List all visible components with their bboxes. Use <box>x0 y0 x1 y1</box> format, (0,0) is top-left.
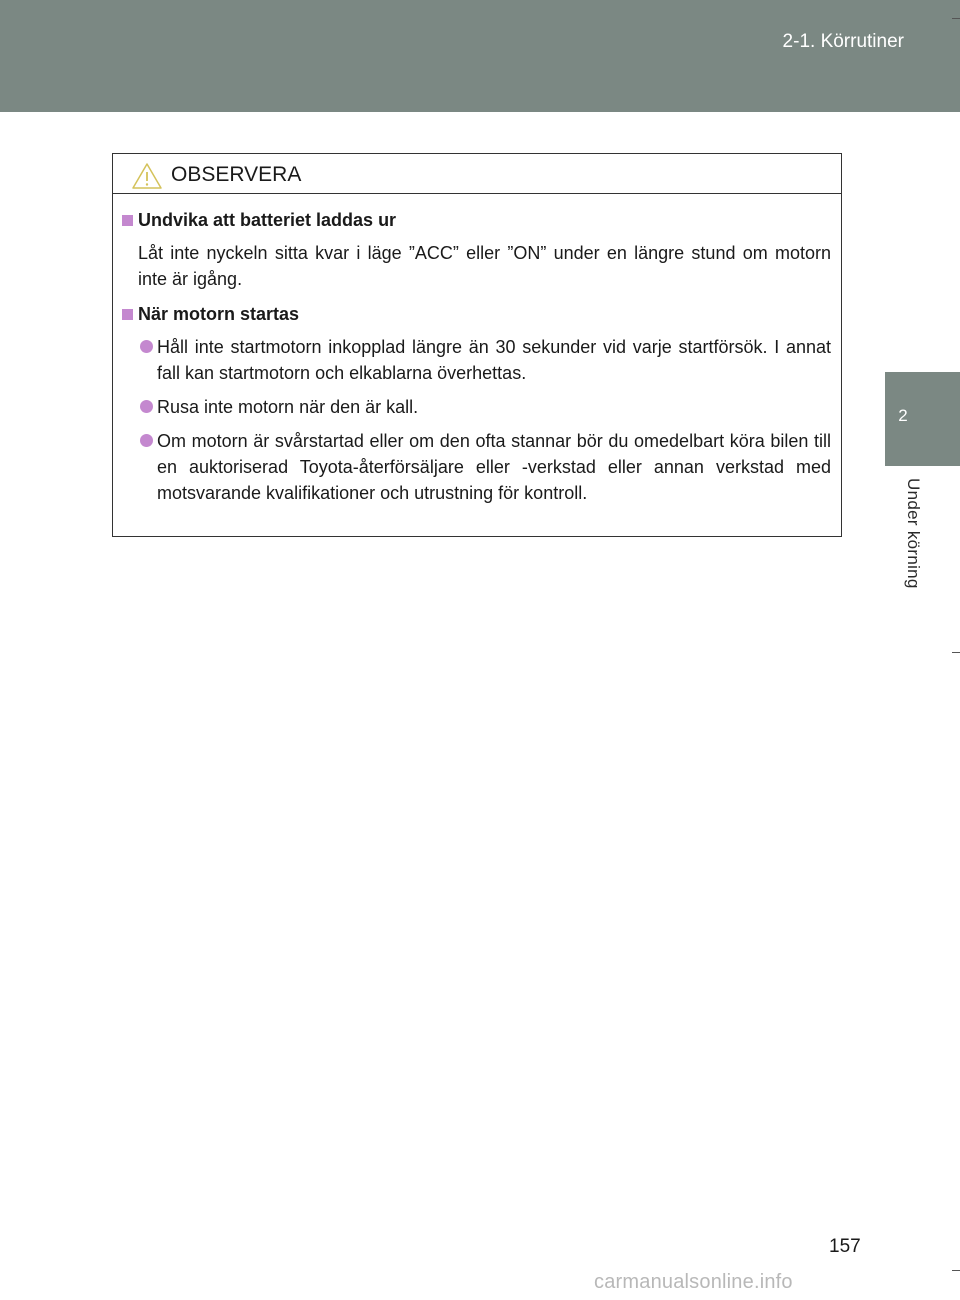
section-heading-text: Undvika att batteriet laddas ur <box>138 210 397 230</box>
bullet-text: Rusa inte motorn när den är kall. <box>157 397 419 417</box>
bullet-item <box>157 334 831 386</box>
notice-box <box>112 153 842 537</box>
chapter-tab <box>885 372 960 466</box>
chapter-number: 2 <box>898 406 908 425</box>
page-number: 157 <box>829 1236 861 1257</box>
notice-body <box>113 194 841 506</box>
crop-mark <box>952 1270 960 1271</box>
crop-mark <box>952 652 960 653</box>
bullet-text: Om motorn är svårstartad eller om den ofta stannar bör du omedelbart köra bilen till en auktoriserad Toyota-återförsäljare eller -verkstad eller annan verkstad med motsvarande kvalifikationer och utrustning för kontroll. <box>157 431 831 503</box>
circle-bullet-icon <box>140 400 153 413</box>
bullet-item <box>157 394 831 420</box>
section-title: 2-1. Körrutiner <box>782 31 904 52</box>
square-bullet-icon <box>122 215 133 226</box>
warning-triangle-icon <box>131 162 163 190</box>
circle-bullet-icon <box>140 340 153 353</box>
watermark: carmanualsonline.info <box>594 1271 793 1293</box>
chapter-label: Under körning <box>904 478 923 589</box>
section-paragraph: Låt inte nyckeln sitta kvar i läge ”ACC” eller ”ON” under en längre stund om motorn inte är igång. <box>138 243 831 289</box>
circle-bullet-icon <box>140 434 153 447</box>
section-heading <box>122 302 831 326</box>
bullet-item <box>157 428 831 506</box>
notice-header <box>113 154 841 194</box>
bullet-text: Håll inte startmotorn inkopplad längre än 30 sekunder vid varje startförsök. I annat fall kan startmotorn och elkablarna överhettas. <box>157 337 831 383</box>
crop-mark <box>952 18 960 19</box>
square-bullet-icon <box>122 309 133 320</box>
notice-title: OBSERVERA <box>171 163 302 186</box>
section-heading <box>122 208 831 232</box>
section-heading-text: När motorn startas <box>138 304 300 324</box>
page-header <box>0 0 960 112</box>
